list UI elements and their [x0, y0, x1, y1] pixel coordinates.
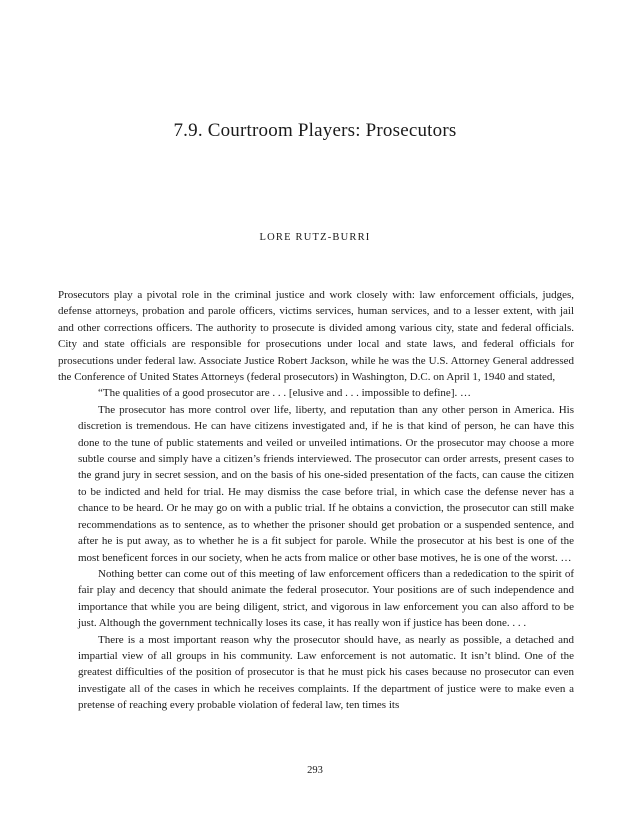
- quote-paragraph-1: “The qualities of a good prosecutor are . . . [elusive and . . . impossible to define]. …: [98, 387, 471, 400]
- author-name: LORE RUTZ-BURRI: [259, 232, 371, 243]
- intro-paragraph: Prosecutors play a pivotal role in the criminal justice and work closely with: law enforcement officials, judges, defense attorneys, probation and parole officers, victims services, human services, and to a lesser extent, with jail and other corrections officers. The authority to prosecute is divided among various city, state and federal officials. City and state officials are responsible for prosecutions under local and state laws, and federal officials for prosecutions under federal law. Associate Justice Robert Jackson, while he was the U.S. Attorney General addressed the Conference of United States Attorneys (federal prosecutors) in Washington, D.C. on April 1, 1940 and stated,: [58, 289, 574, 384]
- page-number: 293: [307, 765, 323, 776]
- quote-paragraph-2: The prosecutor has more control over life, liberty, and reputation than any other person in America. His discretion is tremendous. He can have citizens investigated and, if he is that kind of person, he can have this done to the tune of public statements and veiled or unveiled intimations. Or the prosecutor may choose a more subtle course and simply have a citizen’s friends interviewed. The prosecutor can order arrests, present cases to the grand jury in secret session, and on the basis of his one-sided presentation of the facts, can cause the citizen to be indicted and held for trial. He may dismiss the case before trial, in which case the defense never has a chance to be heard. Or he may go on with a public trial. If he obtains a conviction, the prosecutor can still make recommendations as to sentence, as to whether the prisoner should get probation or a suspended sentence, and after he is put away, as to whether he is a fit subject for parole. While the prosecutor at his best is one of the most beneficent forces in our society, when he acts from malice or other base motives, he is one of the worst. …: [78, 403, 574, 564]
- quote-paragraph-3: Nothing better can come out of this meeting of law enforcement officers than a rededication to the spirit of fair play and decency that should animate the federal prosecutor. Your positions are of such independence and importance that while you are being diligent, strict, and vigorous in law enforcement you can also afford to be just. Although the government technically loses its case, it has really won if justice has been done. . . .: [78, 567, 574, 630]
- chapter-title: 7.9. Courtroom Players: Prosecutors: [173, 120, 457, 141]
- body-text: [58, 287, 574, 714]
- quote-paragraph-4: There is a most important reason why the prosecutor should have, as nearly as possible, a detached and impartial view of all groups in his community. Law enforcement is not automatic. It isn’t blind. One of the greatest difficulties of the position of prosecutor is that he must pick his cases because no prosecutor can even investigate all of the cases in which he receives complaints. If the department of justice were to make even a pretense of reaching every probable violation of federal law, ten times its: [78, 633, 574, 712]
